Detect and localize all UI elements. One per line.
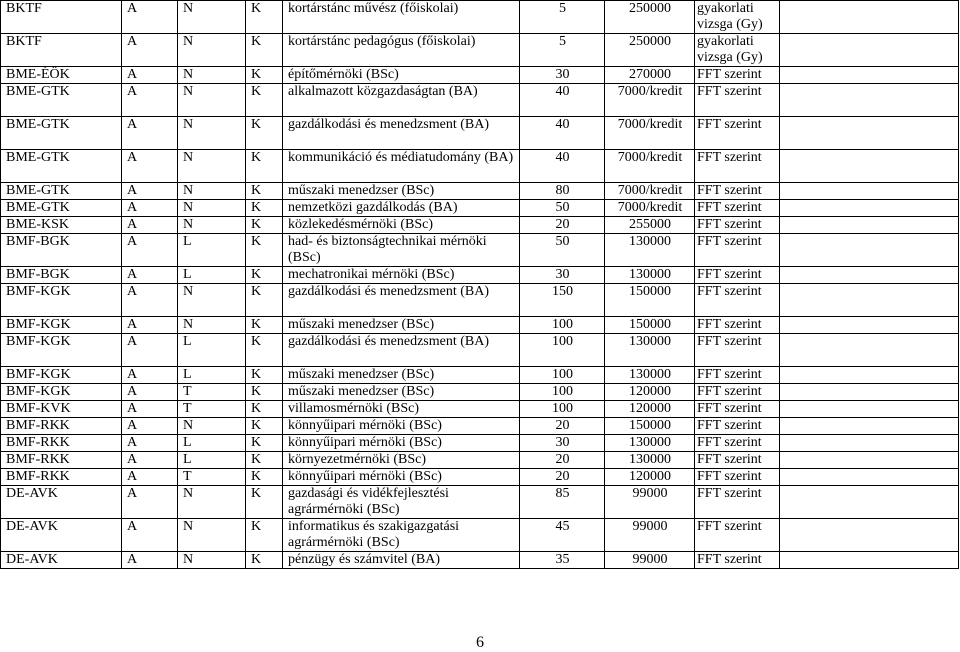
form-cell: A <box>122 150 178 183</box>
table-row <box>1 384 959 401</box>
program-cell: alkalmazott közgazdaságtan (BA) <box>283 84 520 117</box>
extra-cell <box>780 1 959 34</box>
fee-cell: 130000 <box>605 367 695 384</box>
table-row <box>1 469 959 486</box>
extra-cell <box>780 284 959 317</box>
form-cell: A <box>122 1 178 34</box>
program-cell: könnyűipari mérnöki (BSc) <box>283 418 520 435</box>
extra-cell <box>780 418 959 435</box>
form-cell: A <box>122 367 178 384</box>
exam-cell: FFT szerint <box>695 217 780 234</box>
extra-cell <box>780 486 959 519</box>
form-cell: A <box>122 217 178 234</box>
table-row <box>1 418 959 435</box>
exam-cell: FFT szerint <box>695 519 780 552</box>
exam-cell: FFT szerint <box>695 367 780 384</box>
fee-cell: 150000 <box>605 418 695 435</box>
fee-cell: 120000 <box>605 384 695 401</box>
quota-cell: 20 <box>520 469 605 486</box>
extra-cell <box>780 317 959 334</box>
fee-cell: 130000 <box>605 452 695 469</box>
extra-cell <box>780 150 959 183</box>
table-row <box>1 552 959 569</box>
level-cell: K <box>246 217 283 234</box>
program-cell: könnyűipari mérnöki (BSc) <box>283 435 520 452</box>
exam-cell: FFT szerint <box>695 418 780 435</box>
table-row <box>1 367 959 384</box>
exam-cell: FFT szerint <box>695 486 780 519</box>
quota-cell: 50 <box>520 234 605 267</box>
schedule-cell: N <box>178 117 246 150</box>
form-cell: A <box>122 401 178 418</box>
program-cell: gazdasági és vidékfejlesztési agrármérnöki (BSc) <box>283 486 520 519</box>
exam-cell: FFT szerint <box>695 384 780 401</box>
program-cell: nemzetközi gazdálkodás (BA) <box>283 200 520 217</box>
schedule-cell: L <box>178 452 246 469</box>
schedule-cell: N <box>178 552 246 569</box>
institution-cell: BMF-KGK <box>1 384 122 401</box>
table-row <box>1 34 959 67</box>
level-cell: K <box>246 150 283 183</box>
table-row <box>1 217 959 234</box>
level-cell: K <box>246 183 283 200</box>
exam-cell: FFT szerint <box>695 183 780 200</box>
form-cell: A <box>122 519 178 552</box>
extra-cell <box>780 367 959 384</box>
table-row <box>1 284 959 317</box>
extra-cell <box>780 401 959 418</box>
institution-cell: BMF-KGK <box>1 334 122 367</box>
fee-cell: 130000 <box>605 334 695 367</box>
table-row <box>1 183 959 200</box>
extra-cell <box>780 519 959 552</box>
exam-cell: FFT szerint <box>695 435 780 452</box>
level-cell: K <box>246 1 283 34</box>
form-cell: A <box>122 317 178 334</box>
extra-cell <box>780 334 959 367</box>
schedule-cell: L <box>178 367 246 384</box>
level-cell: K <box>246 200 283 217</box>
institution-cell: BMF-KVK <box>1 401 122 418</box>
quota-cell: 85 <box>520 486 605 519</box>
level-cell: K <box>246 67 283 84</box>
institution-cell: DE-AVK <box>1 519 122 552</box>
schedule-cell: N <box>178 200 246 217</box>
schedule-cell: L <box>178 267 246 284</box>
program-cell: kortárstánc művész (főiskolai) <box>283 1 520 34</box>
extra-cell <box>780 469 959 486</box>
level-cell: K <box>246 84 283 117</box>
form-cell: A <box>122 435 178 452</box>
form-cell: A <box>122 384 178 401</box>
form-cell: A <box>122 452 178 469</box>
table-row <box>1 519 959 552</box>
extra-cell <box>780 67 959 84</box>
level-cell: K <box>246 334 283 367</box>
institution-cell: DE-AVK <box>1 486 122 519</box>
institution-cell: BMF-BGK <box>1 234 122 267</box>
schedule-cell: L <box>178 334 246 367</box>
quota-cell: 100 <box>520 367 605 384</box>
institution-cell: BME-GTK <box>1 84 122 117</box>
fee-cell: 270000 <box>605 67 695 84</box>
schedule-cell: N <box>178 1 246 34</box>
schedule-cell: L <box>178 435 246 452</box>
program-cell: pénzügy és számvitel (BA) <box>283 552 520 569</box>
schedule-cell: N <box>178 519 246 552</box>
fee-cell: 99000 <box>605 486 695 519</box>
form-cell: A <box>122 183 178 200</box>
level-cell: K <box>246 367 283 384</box>
fee-cell: 130000 <box>605 435 695 452</box>
institution-cell: BME-ÉÖK <box>1 67 122 84</box>
table-row <box>1 200 959 217</box>
table-row <box>1 435 959 452</box>
institution-cell: BMF-RKK <box>1 435 122 452</box>
level-cell: K <box>246 384 283 401</box>
fee-cell: 7000/kredit <box>605 183 695 200</box>
level-cell: K <box>246 435 283 452</box>
program-cell: mechatronikai mérnöki (BSc) <box>283 267 520 284</box>
level-cell: K <box>246 117 283 150</box>
form-cell: A <box>122 67 178 84</box>
institution-cell: BME-GTK <box>1 200 122 217</box>
schedule-cell: N <box>178 183 246 200</box>
program-cell: gazdálkodási és menedzsment (BA) <box>283 334 520 367</box>
exam-cell: FFT szerint <box>695 469 780 486</box>
program-cell: informatikus és szakigazgatási agrármérnöki (BSc) <box>283 519 520 552</box>
form-cell: A <box>122 200 178 217</box>
extra-cell <box>780 384 959 401</box>
fee-cell: 255000 <box>605 217 695 234</box>
schedule-cell: T <box>178 469 246 486</box>
extra-cell <box>780 183 959 200</box>
quota-cell: 35 <box>520 552 605 569</box>
level-cell: K <box>246 234 283 267</box>
form-cell: A <box>122 117 178 150</box>
institution-cell: BMF-RKK <box>1 418 122 435</box>
schedule-cell: N <box>178 67 246 84</box>
form-cell: A <box>122 486 178 519</box>
exam-cell: FFT szerint <box>695 150 780 183</box>
exam-cell: FFT szerint <box>695 200 780 217</box>
exam-cell: gyakorlati vizsga (Gy) <box>695 34 780 67</box>
program-cell: műszaki menedzser (BSc) <box>283 183 520 200</box>
extra-cell <box>780 435 959 452</box>
form-cell: A <box>122 418 178 435</box>
fee-cell: 150000 <box>605 284 695 317</box>
schedule-cell: N <box>178 418 246 435</box>
fee-cell: 7000/kredit <box>605 117 695 150</box>
institution-cell: BKTF <box>1 34 122 67</box>
extra-cell <box>780 452 959 469</box>
exam-cell: FFT szerint <box>695 284 780 317</box>
institution-cell: BMF-KGK <box>1 367 122 384</box>
schedule-cell: L <box>178 234 246 267</box>
level-cell: K <box>246 317 283 334</box>
table-row <box>1 267 959 284</box>
quota-cell: 45 <box>520 519 605 552</box>
program-cell: építőmérnöki (BSc) <box>283 67 520 84</box>
program-cell: műszaki menedzser (BSc) <box>283 384 520 401</box>
level-cell: K <box>246 284 283 317</box>
table-row <box>1 117 959 150</box>
institution-cell: BME-GTK <box>1 150 122 183</box>
table-row <box>1 150 959 183</box>
institution-cell: BME-KSK <box>1 217 122 234</box>
table-row <box>1 401 959 418</box>
institution-cell: BMF-KGK <box>1 317 122 334</box>
page-number: 6 <box>476 634 484 651</box>
program-cell: had- és biztonságtechnikai mérnöki (BSc) <box>283 234 520 267</box>
table-row <box>1 1 959 34</box>
fee-cell: 7000/kredit <box>605 84 695 117</box>
form-cell: A <box>122 284 178 317</box>
extra-cell <box>780 267 959 284</box>
level-cell: K <box>246 401 283 418</box>
table-row <box>1 486 959 519</box>
level-cell: K <box>246 34 283 67</box>
program-cell: könnyűipari mérnöki (BSc) <box>283 469 520 486</box>
form-cell: A <box>122 234 178 267</box>
program-cell: műszaki menedzser (BSc) <box>283 317 520 334</box>
program-cell: gazdálkodási és menedzsment (BA) <box>283 117 520 150</box>
quota-cell: 100 <box>520 334 605 367</box>
table-row <box>1 452 959 469</box>
extra-cell <box>780 234 959 267</box>
form-cell: A <box>122 552 178 569</box>
institution-cell: BME-GTK <box>1 183 122 200</box>
institution-cell: BKTF <box>1 1 122 34</box>
quota-cell: 20 <box>520 418 605 435</box>
extra-cell <box>780 117 959 150</box>
form-cell: A <box>122 469 178 486</box>
exam-cell: FFT szerint <box>695 401 780 418</box>
fee-cell: 250000 <box>605 34 695 67</box>
extra-cell <box>780 217 959 234</box>
level-cell: K <box>246 552 283 569</box>
fee-cell: 7000/kredit <box>605 150 695 183</box>
level-cell: K <box>246 519 283 552</box>
program-cell: kommunikáció és médiatudomány (BA) <box>283 150 520 183</box>
quota-cell: 30 <box>520 435 605 452</box>
exam-cell: gyakorlati vizsga (Gy) <box>695 1 780 34</box>
program-cell: közlekedésmérnöki (BSc) <box>283 217 520 234</box>
level-cell: K <box>246 267 283 284</box>
exam-cell: FFT szerint <box>695 117 780 150</box>
table-row <box>1 334 959 367</box>
institution-cell: BMF-RKK <box>1 452 122 469</box>
exam-cell: FFT szerint <box>695 552 780 569</box>
table-row <box>1 67 959 84</box>
table-row <box>1 234 959 267</box>
program-cell: kortárstánc pedagógus (főiskolai) <box>283 34 520 67</box>
schedule-cell: T <box>178 384 246 401</box>
schedule-cell: N <box>178 284 246 317</box>
level-cell: K <box>246 452 283 469</box>
quota-cell: 40 <box>520 117 605 150</box>
fee-cell: 150000 <box>605 317 695 334</box>
exam-cell: FFT szerint <box>695 267 780 284</box>
table-row <box>1 84 959 117</box>
exam-cell: FFT szerint <box>695 317 780 334</box>
fee-cell: 130000 <box>605 267 695 284</box>
fee-cell: 99000 <box>605 519 695 552</box>
level-cell: K <box>246 418 283 435</box>
fee-cell: 120000 <box>605 401 695 418</box>
schedule-cell: N <box>178 34 246 67</box>
fee-cell: 130000 <box>605 234 695 267</box>
exam-cell: FFT szerint <box>695 234 780 267</box>
schedule-cell: N <box>178 150 246 183</box>
quota-cell: 20 <box>520 452 605 469</box>
institution-cell: BMF-BGK <box>1 267 122 284</box>
schedule-cell: N <box>178 317 246 334</box>
schedule-cell: T <box>178 401 246 418</box>
quota-cell: 80 <box>520 183 605 200</box>
quota-cell: 100 <box>520 401 605 418</box>
quota-cell: 30 <box>520 67 605 84</box>
fee-cell: 7000/kredit <box>605 200 695 217</box>
fee-cell: 250000 <box>605 1 695 34</box>
extra-cell <box>780 200 959 217</box>
institution-cell: DE-AVK <box>1 552 122 569</box>
extra-cell <box>780 552 959 569</box>
institution-cell: BMF-RKK <box>1 469 122 486</box>
table-body <box>1 1 959 569</box>
quota-cell: 50 <box>520 200 605 217</box>
quota-cell: 5 <box>520 1 605 34</box>
extra-cell <box>780 34 959 67</box>
institution-cell: BMF-KGK <box>1 284 122 317</box>
exam-cell: FFT szerint <box>695 84 780 117</box>
quota-cell: 100 <box>520 317 605 334</box>
quota-cell: 30 <box>520 267 605 284</box>
form-cell: A <box>122 267 178 284</box>
schedule-cell: N <box>178 84 246 117</box>
form-cell: A <box>122 334 178 367</box>
level-cell: K <box>246 469 283 486</box>
fee-cell: 99000 <box>605 552 695 569</box>
exam-cell: FFT szerint <box>695 334 780 367</box>
program-cell: műszaki menedzser (BSc) <box>283 367 520 384</box>
schedule-cell: N <box>178 486 246 519</box>
quota-cell: 20 <box>520 217 605 234</box>
program-cell: gazdálkodási és menedzsment (BA) <box>283 284 520 317</box>
schedule-cell: N <box>178 217 246 234</box>
exam-cell: FFT szerint <box>695 452 780 469</box>
level-cell: K <box>246 486 283 519</box>
program-cell: villamosmérnöki (BSc) <box>283 401 520 418</box>
quota-cell: 150 <box>520 284 605 317</box>
fee-cell: 120000 <box>605 469 695 486</box>
exam-cell: FFT szerint <box>695 67 780 84</box>
form-cell: A <box>122 84 178 117</box>
quota-cell: 100 <box>520 384 605 401</box>
extra-cell <box>780 84 959 117</box>
form-cell: A <box>122 34 178 67</box>
table-row <box>1 317 959 334</box>
institution-cell: BME-GTK <box>1 117 122 150</box>
quota-cell: 5 <box>520 34 605 67</box>
quota-cell: 40 <box>520 84 605 117</box>
quota-cell: 40 <box>520 150 605 183</box>
program-cell: környezetmérnöki (BSc) <box>283 452 520 469</box>
